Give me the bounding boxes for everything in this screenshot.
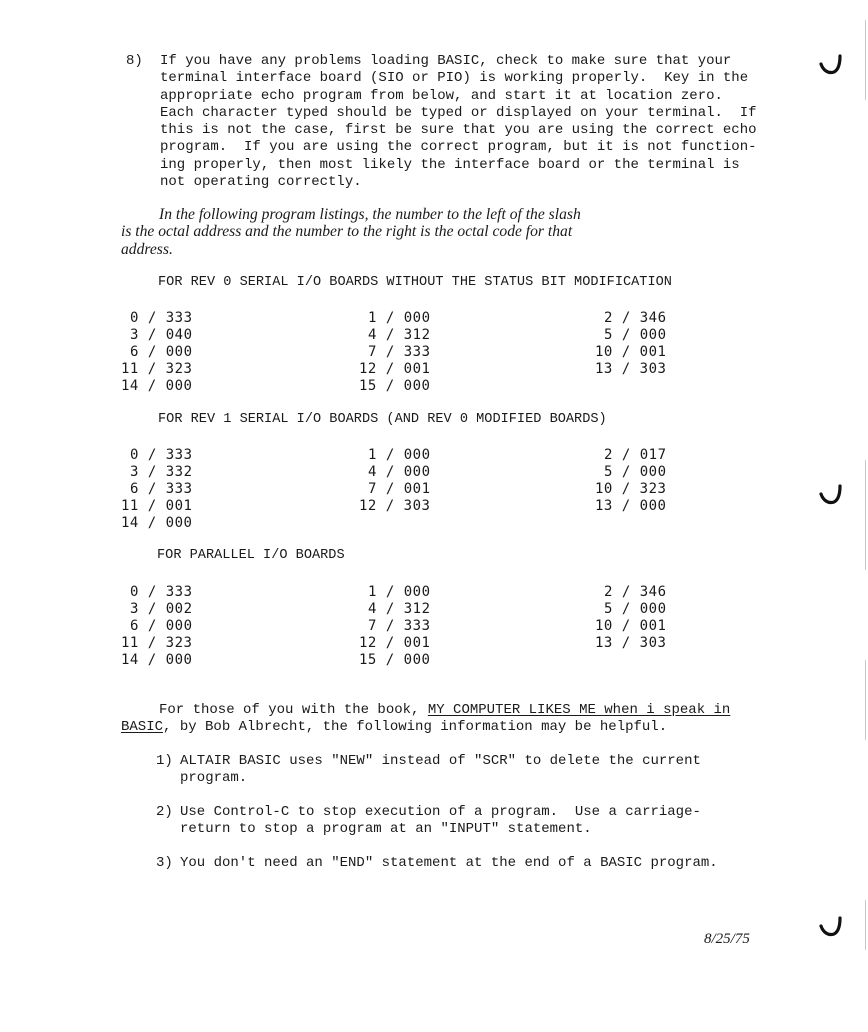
tip-line: Use Control-C to stop execution of a program. Use a carriage- xyxy=(180,804,701,820)
check-mark-icon xyxy=(818,914,844,940)
code-entry: 3 / 040 xyxy=(130,327,193,343)
paragraph-line: Each character typed should be typed or displayed on your terminal. If xyxy=(160,104,757,121)
tip-1-number: 1) xyxy=(156,753,173,769)
code-entry: 7 / 001 xyxy=(368,481,431,497)
code-entry: 15 / 000 xyxy=(359,378,431,394)
code-entry: 3 / 332 xyxy=(130,464,193,480)
code-entry: 15 / 000 xyxy=(359,652,431,668)
note-line: address. xyxy=(121,240,173,258)
section-heading-rev0: FOR REV 0 SERIAL I/O BOARDS WITHOUT THE STATUS BIT MODIFICATION xyxy=(158,275,672,290)
paragraph-line: If you have any problems loading BASIC, check to make sure that your xyxy=(160,53,732,69)
code-entry: 7 / 333 xyxy=(368,618,431,634)
section-heading-rev1: FOR REV 1 SERIAL I/O BOARDS (AND REV 0 MODIFIED BOARDS) xyxy=(158,412,607,427)
code-entry: 2 / 017 xyxy=(604,447,667,463)
code-entry: 12 / 303 xyxy=(359,498,431,514)
code-entry: 11 / 323 xyxy=(121,635,193,651)
code-entry: 3 / 002 xyxy=(130,601,193,617)
code-entry: 12 / 001 xyxy=(359,361,431,377)
item-8-number: 8) xyxy=(126,53,143,69)
code-entry: 6 / 000 xyxy=(130,618,193,634)
code-entry: 4 / 312 xyxy=(368,601,431,617)
paragraph-line: terminal interface board (SIO or PIO) is working properly. Key in the xyxy=(160,70,749,87)
code-entry: 4 / 000 xyxy=(368,464,431,480)
code-entry: 0 / 333 xyxy=(130,310,193,326)
code-entry: 6 / 000 xyxy=(130,344,193,360)
scan-edge xyxy=(865,460,866,570)
code-entry: 0 / 333 xyxy=(130,584,193,600)
tip-1 xyxy=(180,753,701,788)
code-entry: 5 / 000 xyxy=(604,464,667,480)
code-entry: 10 / 001 xyxy=(595,618,667,634)
book-intro-text: For those of you with the book, xyxy=(159,702,428,718)
tip-2-number: 2) xyxy=(156,804,173,820)
code-entry: 13 / 303 xyxy=(595,361,667,377)
tip-line: ALTAIR BASIC uses "NEW" instead of "SCR" to delete the current xyxy=(180,753,701,769)
paragraph-line: program. If you are using the correct program, but it is not function- xyxy=(160,139,757,156)
paragraph-line: appropriate echo program from below, and start it at location zero. xyxy=(160,87,723,104)
code-entry: 4 / 312 xyxy=(368,327,431,343)
book-line-2 xyxy=(121,719,730,736)
tip-line: program. xyxy=(180,770,248,787)
book-paragraph xyxy=(121,702,730,737)
code-entry: 5 / 000 xyxy=(604,601,667,617)
code-entry: 6 / 333 xyxy=(130,481,193,497)
code-entry: 10 / 323 xyxy=(595,481,667,497)
check-mark-icon xyxy=(818,52,844,78)
code-entry: 13 / 303 xyxy=(595,635,667,651)
code-entry: 14 / 000 xyxy=(121,652,193,668)
scan-edge xyxy=(865,20,866,100)
note-line: is the octal address and the number to the right is the octal code for that xyxy=(121,223,573,241)
book-line-1 xyxy=(121,702,730,719)
item-8-paragraph xyxy=(160,53,757,191)
code-entry: 12 / 001 xyxy=(359,635,431,651)
code-entry: 2 / 346 xyxy=(604,310,667,326)
scan-edge xyxy=(865,660,866,740)
book-title-end: BASIC xyxy=(121,719,164,736)
section-heading-parallel: FOR PARALLEL I/O BOARDS xyxy=(157,548,345,563)
tip-3 xyxy=(180,855,718,872)
document-date: 8/25/75 xyxy=(704,931,750,947)
code-entry: 1 / 000 xyxy=(368,310,431,326)
note-line: In the following program listings, the number to the left of the slash xyxy=(159,206,581,223)
tip-line: return to stop a program at an "INPUT" statement. xyxy=(180,821,592,838)
code-entry: 1 / 000 xyxy=(368,584,431,600)
code-entry: 10 / 001 xyxy=(595,344,667,360)
code-entry: 7 / 333 xyxy=(368,344,431,360)
code-entry: 2 / 346 xyxy=(604,584,667,600)
code-entry: 11 / 323 xyxy=(121,361,193,377)
code-entry: 0 / 333 xyxy=(130,447,193,463)
paragraph-line: ing properly, then most likely the interface board or the terminal is xyxy=(160,156,740,173)
code-entry: 5 / 000 xyxy=(604,327,667,343)
tip-line: You don't need an "END" statement at the end of a BASIC program. xyxy=(180,855,718,871)
listing-note xyxy=(121,206,581,258)
check-mark-icon xyxy=(818,482,844,508)
code-entry: 14 / 000 xyxy=(121,515,193,531)
book-title: MY COMPUTER LIKES ME when i speak in xyxy=(427,702,731,718)
code-entry: 11 / 001 xyxy=(121,498,193,514)
paragraph-line: this is not the case, first be sure that you are using the correct echo xyxy=(160,122,757,139)
code-entry: 1 / 000 xyxy=(368,447,431,463)
scan-edge xyxy=(865,900,866,950)
paragraph-line: not operating correctly. xyxy=(160,174,362,191)
code-entry: 13 / 000 xyxy=(595,498,667,514)
code-entry: 14 / 000 xyxy=(121,378,193,394)
tip-2 xyxy=(180,804,701,839)
tip-3-number: 3) xyxy=(156,855,173,871)
book-line-2-text: , by Bob Albrecht, the following information may be helpful. xyxy=(163,719,668,736)
